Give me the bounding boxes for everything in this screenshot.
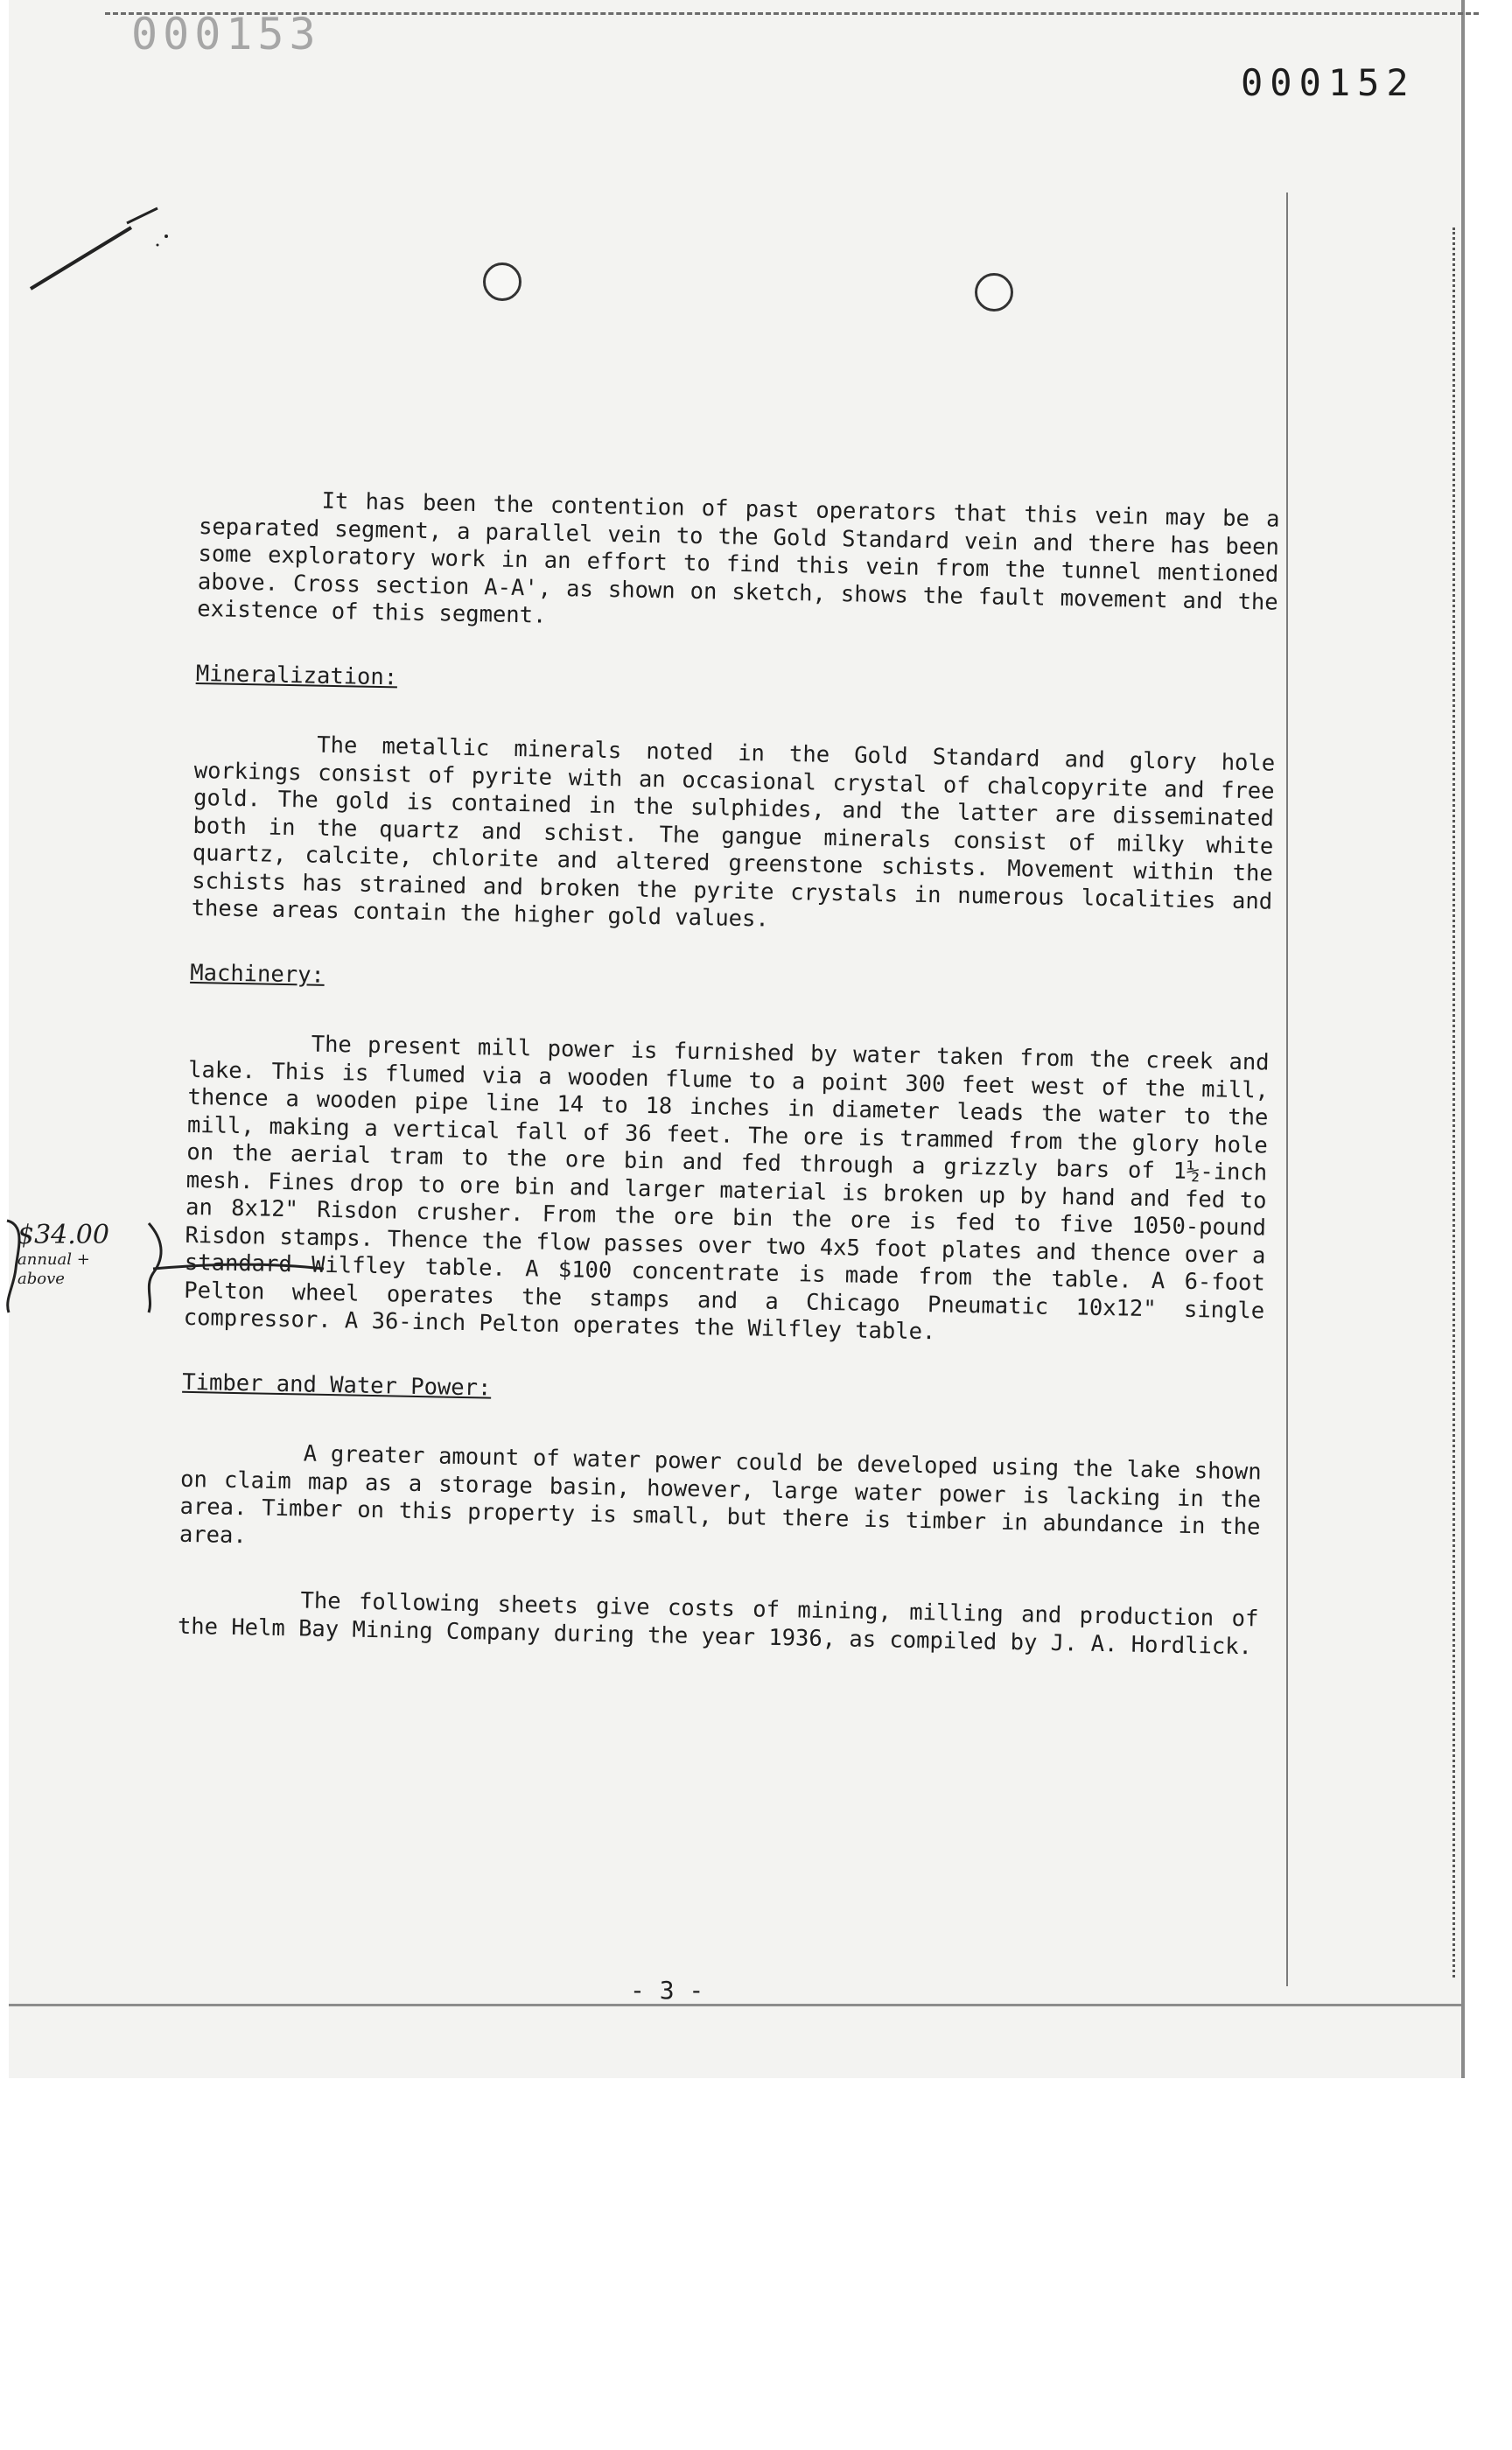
right-margin-rule	[1286, 192, 1288, 1986]
margin-note-amount: $34.00	[18, 1220, 109, 1250]
heading-machinery: Machinery:	[190, 959, 326, 989]
pen-mark-icon	[26, 201, 184, 315]
page-number: - 3 -	[630, 1976, 704, 2005]
document-number: 000152	[1241, 61, 1416, 104]
paragraph-timber-water: A greater amount of water power could be developed using the lake shown on claim map as a storage basin, however, large water power is lacking in the area. Timber on this property is small, but there is timber in abundance in the area.	[178, 1440, 1262, 1549]
paragraph-machinery: The present mill power is furnished by water taken from the creek and lake. This is flumed via a wooden flume to a point 300 feet west of the mill, thence a wooden pipe line 14 to 18 inches in diameter leads the water to the mill, making a vertical fall of 36 feet. The ore is trammed from the glory hole on the aerial tram to the ore bin and fed through a grizzly bars of 1½-inch mesh. Fines drop to ore bin and larger material is broken up by hand and fed to an 8x12" Risdon crusher. From the ore bin the ore is fed to five 1050-pound Risdon stamps. Thence the flow passes over two 4x5 foot plates and thence over a standard Wilfley table. A $100 concentrate is made from the table. A 6-foot Pelton wheel operates the stamps and a Chicago Pneumatic 10x12" single compressor. A 36-inch Pelton operates the Wilfley table.	[183, 1031, 1270, 1346]
paragraph-contention: It has been the contention of past operators that this vein may be a separated segment, a parallel vein to the Gold Standard vein and there has been some exploratory work in an effort to find this vein from the tunnel mentioned above. Cross section A-A', as shown on sketch, shows the fault movement and the existence of this segment.	[197, 487, 1280, 629]
paragraph-costs: The following sheets give costs of mining, milling and production of the Helm Bay Mining Company during the year 1936, as compiled by J. A. Hordlick.	[177, 1587, 1259, 1660]
margin-note-line: above	[18, 1270, 65, 1288]
heading-timber-water: Timber and Water Power:	[182, 1368, 492, 1402]
paragraph-mineralization: The metallic minerals noted in the Gold Standard and glory hole workings consist of pyrite with an occasional crystal of chalcopyrite and free gold. The gold is contained in the sulphides, and the latter are disseminated both in the quartz and schist. The gangue minerals consist of milky white quartz, calcite, chlorite and altered greenstone schists. Movement within the schists has strained and broken the pyrite crystals in numerous localities and these areas contain the higher gold values.	[191, 732, 1276, 933]
right-edge-rule	[1452, 228, 1455, 1978]
heading-mineralization: Mineralization:	[195, 660, 398, 690]
faint-stamp-number: 000153	[131, 9, 321, 60]
bottom-edge-line	[9, 2004, 1461, 2006]
punch-hole	[483, 262, 522, 301]
margin-note-line: annual +	[18, 1250, 90, 1269]
handwritten-margin-note	[18, 1221, 158, 1289]
document-body	[177, 486, 1280, 1692]
punch-hole	[975, 273, 1013, 312]
